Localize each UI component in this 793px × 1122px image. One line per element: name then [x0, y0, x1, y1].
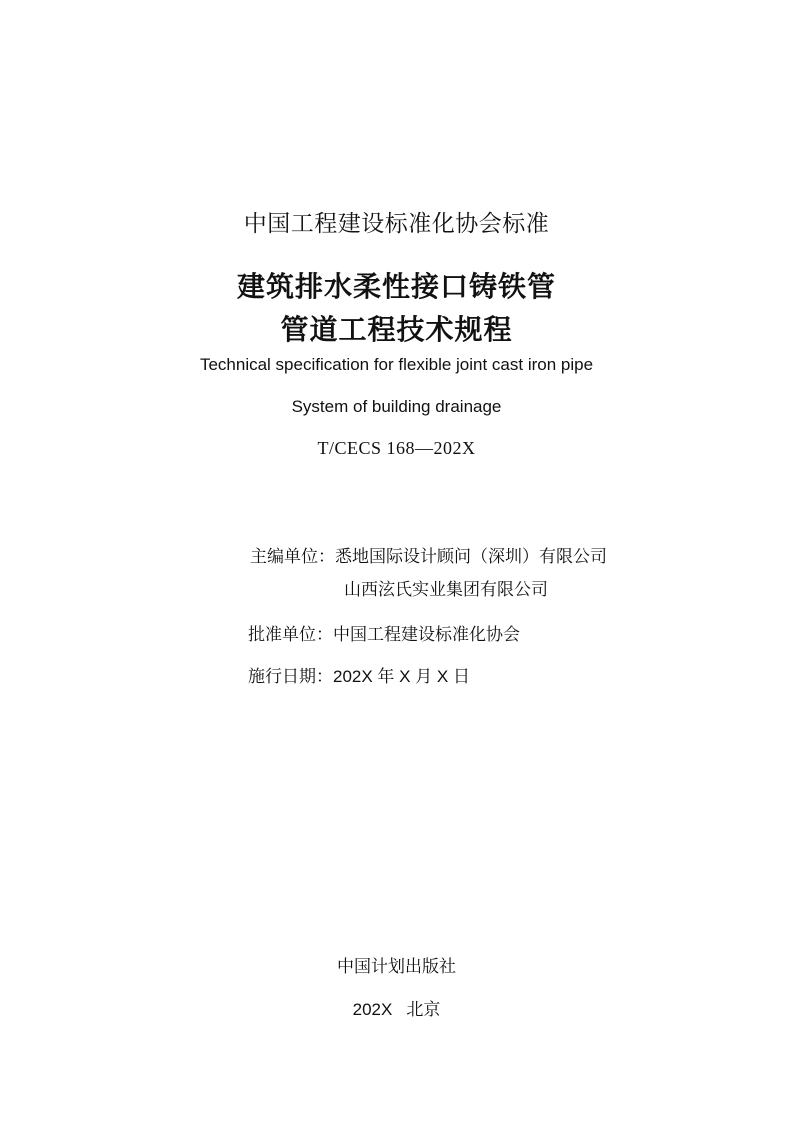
organization-standard-heading: 中国工程建设标准化协会标准: [243, 211, 550, 237]
english-title-line-1: Technical specification for flexible joint cast iron pipe: [199, 355, 594, 374]
publication-year: 202X: [352, 1000, 393, 1019]
chief-editor-1: 悉地国际设计顾问（深圳）有限公司: [335, 547, 607, 567]
chief-editor-label: 主编单位：: [250, 547, 335, 567]
approval-row: [248, 620, 520, 645]
effective-date-value: 202X 年 X 月 X 日: [333, 667, 470, 686]
document-title-line-2: 管道工程技术规程: [280, 313, 513, 346]
publication-line: [0, 995, 793, 1020]
chief-editor-2: 山西泫氏实业集团有限公司: [344, 580, 548, 600]
chief-editor-row: [250, 542, 607, 567]
effective-date-row: [248, 662, 470, 687]
publisher-name: 中国计划出版社: [337, 957, 456, 977]
english-title-line-2: System of building drainage: [291, 397, 502, 416]
standard-code: T/CECS 168—202X: [317, 438, 476, 458]
effective-date-label: 施行日期：: [248, 667, 333, 687]
document-title-line-1: 建筑排水柔性接口铸铁管: [236, 270, 556, 303]
approval-label: 批准单位：: [248, 625, 333, 645]
publication-city: 北京: [406, 1000, 441, 1020]
approval-value: 中国工程建设标准化协会: [333, 625, 520, 645]
